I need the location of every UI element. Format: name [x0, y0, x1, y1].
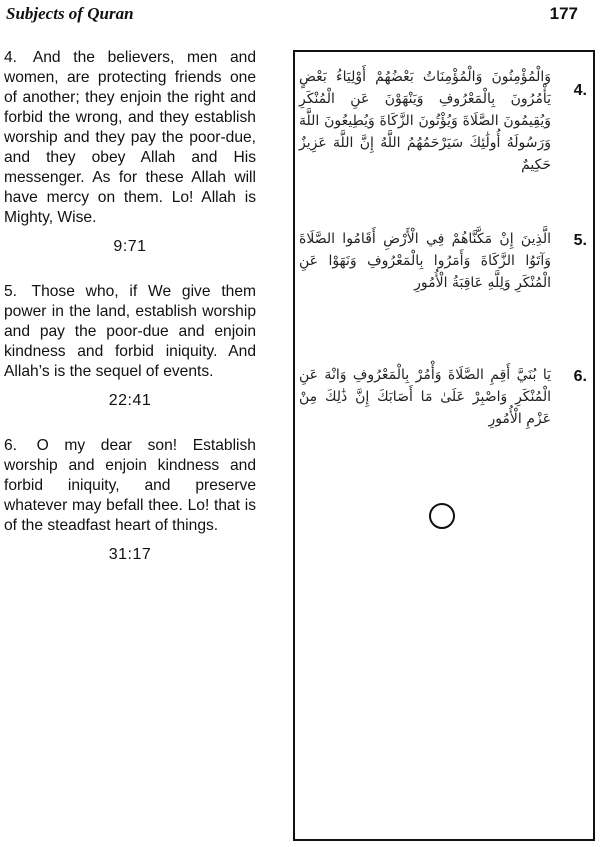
- verse-reference: 31:17: [108, 546, 152, 563]
- entry-number: 5.: [4, 283, 18, 300]
- entry-number: 4.: [4, 49, 18, 66]
- arabic-verse-text: يَا بُنَيَّ أَقِمِ الصَّلَاةَ وَأْمُرْ بِالْمَعْرُوفِ وَانْهَ عَنِ الْمُنْكَرِ وَاصْبِرْ عَلَىٰ مَا أَصَابَكَ إِنَّ ذَٰلِكَ مِنْ عَزْمِ الْأُمُورِ: [299, 367, 551, 427]
- verse-reference: 22:41: [108, 392, 152, 409]
- entry-number: 6.: [4, 437, 18, 454]
- entry-text: Those who, if We give them power in the land, establish worship and pay the poor-due and enjoin kindness and forbid iniquity. And Allah’s is the sequel of events.: [4, 283, 256, 380]
- arabic-verse-5: [299, 228, 591, 348]
- translation-entry-6: [4, 436, 256, 564]
- arabic-verse-number: 6.: [573, 368, 587, 385]
- arabic-verse-4: [299, 66, 591, 226]
- entry-text: And the believers, men and women, are protecting friends one of another; they enjoin the right and forbid the wrong, and they establish worship and they pay the poor-due, and they obey Allah and His messenger. As for these Allah will have mercy on them. Lo! Allah is Mighty, Wise.: [4, 49, 256, 226]
- arabic-text-box: [293, 50, 595, 841]
- arabic-verse-number: 4.: [573, 82, 587, 99]
- arabic-verse-number: 5.: [573, 232, 587, 249]
- arabic-verse-text: وَالْمُؤْمِنُونَ وَالْمُؤْمِنَاتُ بَعْضُهُمْ أَوْلِيَاءُ بَعْضٍ يَأْمُرُونَ بِالْمَعْرُوفِ وَيَنْهَوْنَ عَنِ الْمُنْكَرِ وَيُقِيمُونَ الصَّلَاةَ وَيُؤْتُونَ الزَّكَاةَ وَيُطِيعُونَ اللَّهَ وَرَسُولَهُ أُولَٰئِكَ سَيَرْحَمُهُمُ اللَّهُ إِنَّ اللَّهَ عَزِيزٌ حَكِيمٌ: [299, 69, 551, 173]
- arabic-verse-6: [299, 364, 591, 464]
- page-number: 177: [549, 4, 578, 23]
- translation-entry-5: [4, 282, 256, 410]
- circle-mark: [429, 503, 455, 529]
- entry-text: O my dear son! Establish worship and enjoin kindness and forbid iniquity, and preserve whatever may befall thee. Lo! that is of the steadfast heart of things.: [4, 437, 256, 534]
- arabic-verse-text: الَّذِينَ إِنْ مَكَّنَّاهُمْ فِي الْأَرْضِ أَقَامُوا الصَّلَاةَ وَآتَوُا الزَّكَاةَ وَأَمَرُوا بِالْمَعْرُوفِ وَنَهَوْا عَنِ الْمُنْكَرِ وَلِلَّهِ عَاقِبَةُ الْأُمُورِ: [299, 231, 551, 291]
- translation-entry-4: [4, 48, 256, 256]
- verse-reference: 9:71: [113, 238, 147, 255]
- translation-column: [4, 48, 256, 590]
- page-header-title: Subjects of Quran: [6, 4, 134, 23]
